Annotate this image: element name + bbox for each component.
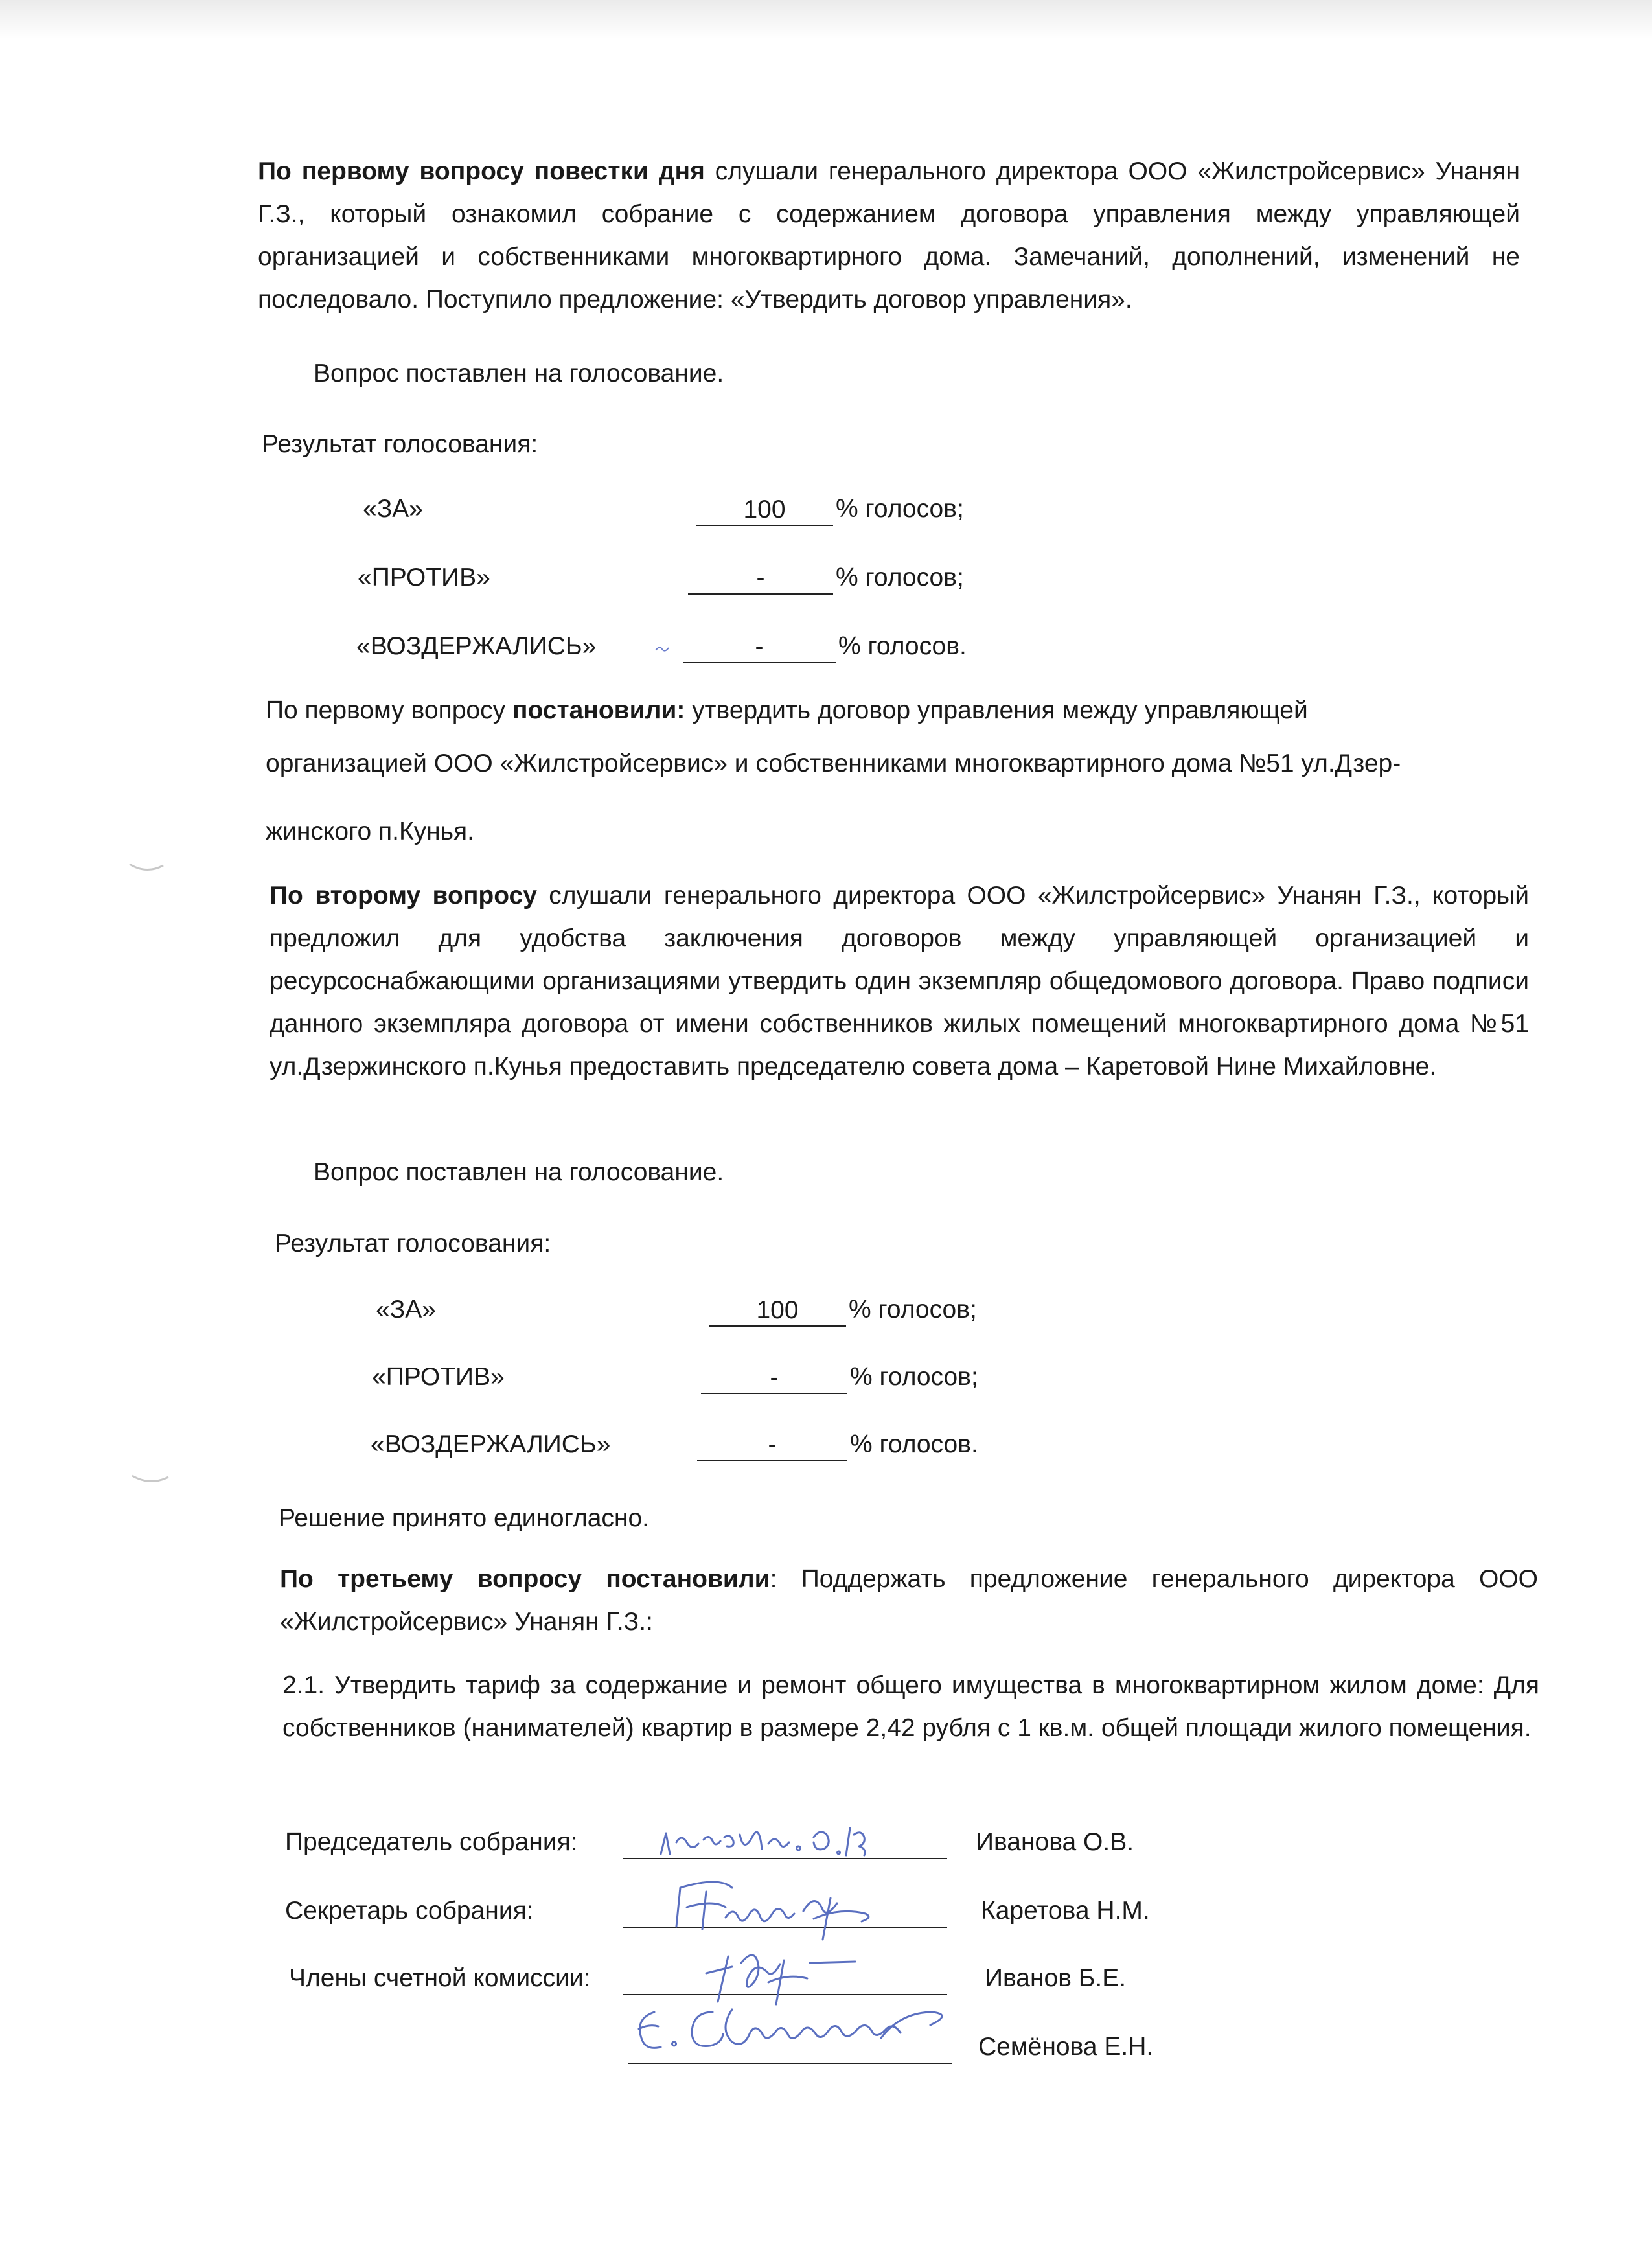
commission-signature-2 bbox=[622, 1993, 1075, 2064]
secretary-signature bbox=[661, 1872, 901, 1943]
vote-unit: % голосов; bbox=[849, 1296, 977, 1323]
vote-label: «ВОЗДЕРЖАЛИСЬ» bbox=[371, 1430, 611, 1458]
chairman-label: Председатель собрания: bbox=[285, 1828, 578, 1856]
vote-label: «ПРОТИВ» bbox=[372, 1363, 505, 1391]
commission-name-1: Иванов Б.Е. bbox=[985, 1964, 1127, 1992]
vote-unit: % голосов; bbox=[836, 495, 964, 523]
vote-label: «ВОЗДЕРЖАЛИСЬ» bbox=[356, 632, 597, 660]
q1-paragraph bbox=[258, 150, 1520, 321]
q1-decision-bold: постановили: bbox=[512, 696, 685, 724]
q1-vote-put: Вопрос поставлен на голосование. bbox=[314, 360, 724, 387]
vote-unit: % голосов; bbox=[836, 564, 964, 591]
q2-vote-against bbox=[372, 1363, 1020, 1395]
vote-unit: % голосов. bbox=[850, 1430, 978, 1458]
vote-unit: % голосов; bbox=[850, 1363, 978, 1391]
q2-result-label: Результат голосования: bbox=[275, 1230, 551, 1257]
q1-decision-line3: жинского п.Кунья. bbox=[266, 818, 474, 845]
vote-label: «ЗА» bbox=[363, 495, 423, 523]
q1-decision-line1 bbox=[266, 696, 1308, 725]
q1-text: слушали генерального директора ООО «Жилстройсервис» Унанян Г.З., который ознакомил собрание с содержанием договора управления между управляющей организацией и собственниками многоквартирного дома. Замечаний, дополнений, изменений не последовало. Поступило предложение: «Утвердить договор управления». bbox=[258, 157, 1520, 314]
q2-paragraph bbox=[270, 875, 1529, 1088]
q2-vote-put: Вопрос поставлен на голосование. bbox=[314, 1158, 724, 1186]
secretary-name: Каретова Н.М. bbox=[981, 1897, 1150, 1925]
q3-item: 2.1. Утвердить тариф за содержание и ремонт общего имущества в многоквартирном жилом доме: Для собственников (нанимателей) квартир в размере 2,42 рубля с 1 кв.м. общей площади жилого помещения. bbox=[282, 1671, 1539, 1742]
q2-vote-for bbox=[376, 1296, 1024, 1328]
q3-heading: По третьему вопросу постановили bbox=[280, 1565, 770, 1593]
q1-vote-against bbox=[358, 564, 1005, 596]
q1-vote-for bbox=[363, 495, 1011, 527]
q2-unanimous: Решение принято единогласно. bbox=[279, 1504, 649, 1532]
q3-paragraph bbox=[280, 1558, 1538, 1644]
scan-edge-shadow bbox=[0, 0, 1652, 39]
q1-vote-abstain bbox=[356, 632, 1004, 665]
vote-value: - bbox=[697, 1430, 847, 1461]
vote-value: 100 bbox=[696, 495, 833, 526]
chairman-signature bbox=[648, 1814, 881, 1872]
chairman-name: Иванова О.В. bbox=[976, 1828, 1134, 1856]
vote-label: «ЗА» bbox=[376, 1296, 436, 1323]
commission-label: Члены счетной комиссии: bbox=[289, 1964, 591, 1992]
vote-value: - bbox=[688, 564, 833, 595]
punch-hole-shadow bbox=[127, 860, 166, 876]
q1-result-label: Результат голосования: bbox=[262, 430, 538, 458]
vote-unit: % голосов. bbox=[838, 632, 967, 660]
q3-text: : Поддержать предложение генерального директора ООО «Жилстройсервис» Унанян Г.З.: bbox=[280, 1565, 1538, 1636]
stray-ink-mark bbox=[654, 644, 670, 654]
q1-heading: По первому вопросу повестки дня bbox=[258, 157, 705, 185]
vote-label: «ПРОТИВ» bbox=[358, 564, 490, 591]
q1-decision-rest: утвердить договор управления между управляющей bbox=[685, 696, 1308, 724]
q2-text: слушали генерального директора ООО «Жилстройсервис» Унанян Г.З., который предложил для удобства заключения договоров между управляющей организацией и ресурсоснабжающими организациями утвердить один экземпляр общедомового договора. Право подписи данного экземпляра договора от имени собственников жилых помещений многоквартирного дома №51 ул.Дзержинского п.Кунья предоставить председателю совета дома – Каретовой Нине Михайловне. bbox=[270, 882, 1529, 1081]
q2-vote-abstain bbox=[371, 1430, 1018, 1463]
commission-name-2: Семёнова Е.Н. bbox=[978, 2033, 1154, 2061]
q2-heading: По второму вопросу bbox=[270, 882, 537, 910]
secretary-label: Секретарь собрания: bbox=[285, 1897, 534, 1925]
vote-value: - bbox=[701, 1363, 847, 1394]
q1-decision-pre: По первому вопросу bbox=[266, 696, 512, 724]
q1-decision-line2: организацией ООО «Жилстройсервис» и собственниками многоквартирного дома №51 ул.Дзер- bbox=[266, 750, 1401, 777]
vote-value: 100 bbox=[709, 1296, 846, 1327]
punch-hole-shadow bbox=[130, 1472, 171, 1487]
vote-value: - bbox=[683, 632, 836, 663]
